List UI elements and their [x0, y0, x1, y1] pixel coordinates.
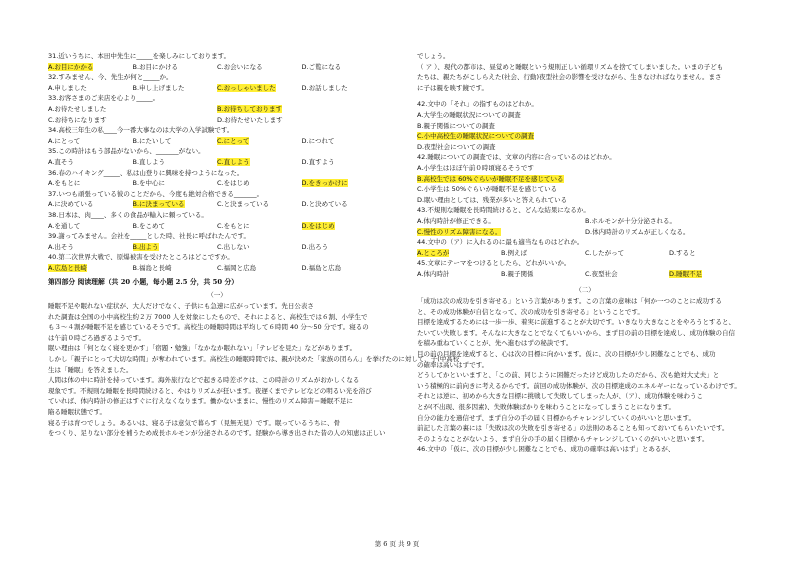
option-text: D.お話しました [301, 83, 348, 92]
passage-line: 生は「睡眠」を答えました。 [48, 365, 133, 374]
passage-line: 現象です。不規則な睡眠を長時間続けると、やはりリズムが狂います。夜遅くまでテレビなどの明るい光を浴び [48, 386, 372, 395]
option [217, 64, 302, 75]
option-text: B.出よう [132, 242, 159, 251]
option [585, 250, 669, 261]
passage-line: とが(不出现、很多因素)、失敗体験ばかりを味わうことになってしまうことになります。 [417, 403, 676, 411]
passage-line: どうしてかといいますと、「この前、同じように困難だったけど成功したのだから、次も絶対大丈夫」と [417, 371, 720, 380]
passage-line: でしょう。 [417, 52, 450, 60]
option-text: C.出しない [217, 242, 250, 251]
passage-line: ていれば、体内時計の修正はすぐに行えなくなります。働かないままに、慢性のリズム障害＝睡眠不足に [48, 397, 353, 406]
question-stem: 33.お客さまのご来店を心より_____。 [48, 94, 160, 103]
option-text: A.小学生はほぼ午前０時頃寝るそうです [417, 163, 534, 172]
option-text: B.親子関係 [501, 269, 534, 278]
option-text: C.おっしゃいました [217, 83, 276, 92]
option-text: A.にとって [48, 136, 81, 145]
question-46: 46.文中の「仮に、次の目標が少し困難なことでも、成功の確率は高いはず」とあるが、 [417, 445, 675, 454]
option-text: B.直しよう [132, 157, 166, 166]
passage-line: も３～４割が睡眠不足を感じているそうです。高校生の睡眠時間は平均して６時間 40 分～50 分です。寝るの [48, 323, 369, 332]
option-text: D.出ろう [301, 242, 329, 251]
option [217, 201, 302, 212]
passage-line: 寝る子は育つでしょう。あるいは、寝る子は意気で暮らす（見無无見）です。眠っているうちに、骨 [48, 418, 340, 427]
passage-line: を積み重ねていくことが、先へ進むはずの秘訣です。 [417, 339, 573, 348]
option [217, 117, 386, 128]
option [302, 159, 387, 170]
option [302, 180, 387, 191]
passage-line: 目標を達成するためには一歩一歩、着実に前進することが大切です。いきなり大きなことをやろうとすると、 [417, 318, 735, 327]
passage-line: 目の前の目標を達成すると、心は次の目標に向かいます。仮に、次の目標が少し困難なことでも、成功 [417, 350, 716, 359]
passage-line: 眠い理由は「何となく寝を更かす」「宿題・勉強」「なかなか眠れない」「テレビを見た」などがあります。 [48, 344, 357, 353]
passage-line: と、その成功体験が自信となって、次の成功を引き寄せる」ということです。 [417, 307, 644, 316]
question-stem: 44.文中の（ア）に入れるのに最も適当なものはどれか。 [417, 238, 584, 247]
option [302, 201, 387, 212]
option [302, 85, 387, 96]
option-text: C.福岡と広島 [217, 263, 257, 272]
option-text: C.直しよう [217, 157, 250, 166]
option [133, 265, 218, 276]
passage1-label: （一） [207, 291, 227, 300]
option-text: C.をはじめ [217, 179, 250, 188]
passage-line: は午前０時ごろ過ぎるようです。 [48, 333, 145, 342]
option-text: B.を中心に [132, 179, 166, 188]
question-stem: 37.いつも頑張っている彼のことだから、今度も絶対合格できる_______。 [48, 189, 264, 198]
reading-questions [417, 101, 753, 281]
passage-line: いう積極的に前向きに考えるからです。前回の成功体験が、次の目標達成のエネルギーになっているわけです。 [417, 381, 741, 390]
option-row [48, 265, 386, 276]
question-stem: 36.春のハイキング_____、私は山登りに興味を持つようになった。 [48, 168, 244, 177]
option-text: C.と決まっている [217, 200, 270, 209]
option-text: C.お待ちになります [48, 115, 107, 124]
option-text: A.広島と長崎 [48, 263, 87, 272]
option [133, 159, 218, 170]
grammar-questions [48, 53, 386, 275]
option-text: B.に決まっている [132, 200, 185, 209]
question-stem: 39.謝ってみません。会社を_____とした時、社長に呼ばれたんです。 [48, 232, 250, 241]
option-text: C.小中高校生の睡眠状況についての調査 [417, 132, 534, 141]
passage-line: をつくり、足りない部分を補うため成長ホルモンが分泌されるのです。経験から導き出された昔の人の知恵は正しい [48, 429, 386, 438]
option-text: A.お目にかかる [48, 62, 94, 71]
option-text: B.にたいして [132, 136, 172, 145]
passage-line: たいてい失敗します。そんなに大きなことでなくてもいいから、まず目の前の目標を達成し、成功体験の自信 [417, 328, 735, 337]
right-column [417, 53, 753, 457]
option-text: C.お会いになる [217, 62, 263, 71]
option [302, 138, 387, 149]
option [48, 265, 133, 276]
option-row [48, 159, 386, 170]
option-text: A.体内時計 [417, 269, 450, 278]
passage-line: たちは、親たちがこしらえた(社会、行動)夜型社会の影響を受けながら、生きなければなりません。まさ [417, 73, 722, 82]
option-text: B.親子関係についての調査 [417, 121, 495, 130]
option-text: B.お待ちしております [217, 104, 283, 113]
option-text: A.体内時計が修正できる。 [417, 216, 495, 225]
question-stem: 35.この時計はもう部品がないから、_______がない。 [48, 147, 205, 156]
option [585, 229, 753, 240]
option [217, 265, 302, 276]
question-stem: 32.すみません、今、先生が何と_____か。 [48, 73, 173, 82]
passage1-continued [417, 53, 753, 95]
passage-line: 陥る睡眠状態です。 [48, 408, 106, 416]
option-text: C.をもとに [217, 221, 250, 230]
option-text: C.夜型社会 [585, 269, 618, 278]
option-text: A.に決めている [48, 200, 94, 209]
passage-line: 「成功は次の成功を引き寄せる」という言葉があります。この言葉の意味は「何か一つのことに成功する [417, 297, 722, 306]
passage-line: 人間は体の中に時計を持っています。海外旅行などで起きる時差ボケは、この時計のリズムがおかしくなる [48, 376, 360, 385]
option-text: D.すると [669, 248, 696, 257]
option-text: B.例えば [501, 248, 528, 257]
option-text: D.につれて [301, 136, 335, 145]
passage-line: 前記した言葉の裏には「失敗は次の失敗を引き寄せる」の法則のあることも知っておいてもらいたいです。 [417, 424, 729, 433]
option-text: C.小学生は 50%ぐらいが睡眠不足を感じている [417, 185, 558, 194]
option-text: A.を通して [48, 221, 81, 230]
option-text: D.睡眠不足 [669, 269, 703, 278]
option [48, 159, 133, 170]
option-text: B.ホルモンが十分分泌される。 [585, 216, 677, 225]
option [302, 265, 387, 276]
option-text: B.申し上げました [132, 83, 185, 92]
question-stem: 42.睡眠についての調査では、文章の内容に合っているのはどれか。 [417, 153, 616, 162]
passage-line: の確率は高いはずです。 [417, 360, 489, 369]
option-text: D.夜型社会についての調査 [417, 142, 496, 151]
passage-line: 睡眠不足や眠れない症状が、大人だけでなく、子供にも急速に広がっています。先日公表さ [48, 302, 314, 311]
option-row [417, 165, 753, 176]
option-text: B.お目にかける [132, 62, 179, 71]
passage2-label: （二） [575, 286, 595, 295]
option [217, 138, 302, 149]
option-text: D.をはじめ [301, 221, 335, 230]
option-text: D.眠い理由としては、残業が多いと答えられている [417, 195, 568, 204]
option-text: C.慢性のリズム障害になる。 [417, 227, 502, 236]
option-row [417, 271, 753, 282]
page-footer: 第 6 页 共 9 页 [374, 540, 420, 548]
option-text: D.福島と広島 [301, 263, 342, 272]
section4-title: 第四部分 阅读理解（共 20 小题，每小题 2.5 分，共 50 分） [48, 278, 239, 287]
option-text: D.と決めている [301, 200, 348, 209]
question-stem: 43.不規則な睡眠を長時間続けると、どんな結果になるか。 [417, 206, 590, 215]
passage-line: （ ア ）、現代の都市は、昼覚めと睡眠という規則正しい循環リズムを捨ててしまいました。いまの子ども [417, 62, 724, 71]
option [417, 271, 501, 282]
option [501, 271, 585, 282]
option-text: A.直そう [48, 157, 74, 166]
option [669, 250, 753, 261]
option-text: A.大学生の睡眠状況についての調査 [417, 110, 521, 119]
question-stem: 38.日本は、肉____、多くの食品が輸入に頼っている。 [48, 210, 208, 219]
option-text: B.高校生では 60%ぐらいが睡眠不足を感じている [417, 174, 564, 183]
question-stem: 45.文章にテーマをつけるとしたら、どれがいいか。 [417, 259, 571, 268]
question-stem: 42.文中の「それ」の指すものはどれか。 [417, 100, 538, 109]
option-text: B.をこめて [132, 221, 166, 230]
option-text: A.ところが [417, 248, 450, 257]
option-text: D.体内時計のリズムが正しくなる。 [585, 227, 690, 236]
passage-line: それとは逆に、初めから大きな目標に挑戦して失敗してしまった人が、（ア）、成功体験を味わうこ [417, 392, 703, 401]
option [302, 244, 387, 255]
option [417, 218, 585, 229]
passage-line: しかし「親子にとって大切な時間」が奪われています。高校生の睡眠時間では、親が決めた「家族の団らん」を挙げたのに対して、子(中高校 [48, 355, 460, 364]
question-stem: 34.高校三年生の私____今一番大事なのは大学の入学試験です。 [48, 126, 234, 135]
option-text: A.お待たせしました [48, 104, 107, 113]
option [669, 271, 753, 282]
option-text: B.福島と長崎 [132, 263, 172, 272]
passage-line: 自分の能力を過信せず、まず自分の手の届く目標からチャレンジしていくのがいいと思います。 [417, 413, 695, 422]
option [302, 223, 387, 234]
option-text: D.ご覧になる [301, 62, 342, 71]
option-text: D.直すよう [301, 157, 335, 166]
option-text: D.お待たせいたします [217, 115, 283, 124]
option-text: C.したがって [585, 248, 625, 257]
passage-line: に子は親を映す鏡です。 [417, 83, 488, 92]
question-stem: 40.第二次世界大戦で、原爆被害を受けたところはどこですか。 [48, 253, 234, 262]
question-stem: 31.近いうちに、本田中先生に_____を楽しみにしております。 [48, 52, 231, 60]
passage-line: そのようなことがないよう、まず自分の手の届く目標からチャレンジしていくのがいいと思います。 [417, 434, 709, 443]
option [217, 159, 302, 170]
option-text: A.をもとに [48, 179, 81, 188]
option-text: D.をきっかけに [301, 179, 348, 188]
option [302, 64, 387, 75]
option [585, 271, 669, 282]
option-text: A.申しました [48, 83, 87, 92]
passage2-text [417, 298, 753, 446]
option-text: C.にとって [217, 136, 250, 145]
passage-line: れた調査は全国の小中高校生約２万 7000 人を対象にしたもので、それによると、高校生では６割、小学生で [48, 312, 368, 321]
option-text: A.出そう [48, 242, 74, 251]
option [217, 85, 302, 96]
